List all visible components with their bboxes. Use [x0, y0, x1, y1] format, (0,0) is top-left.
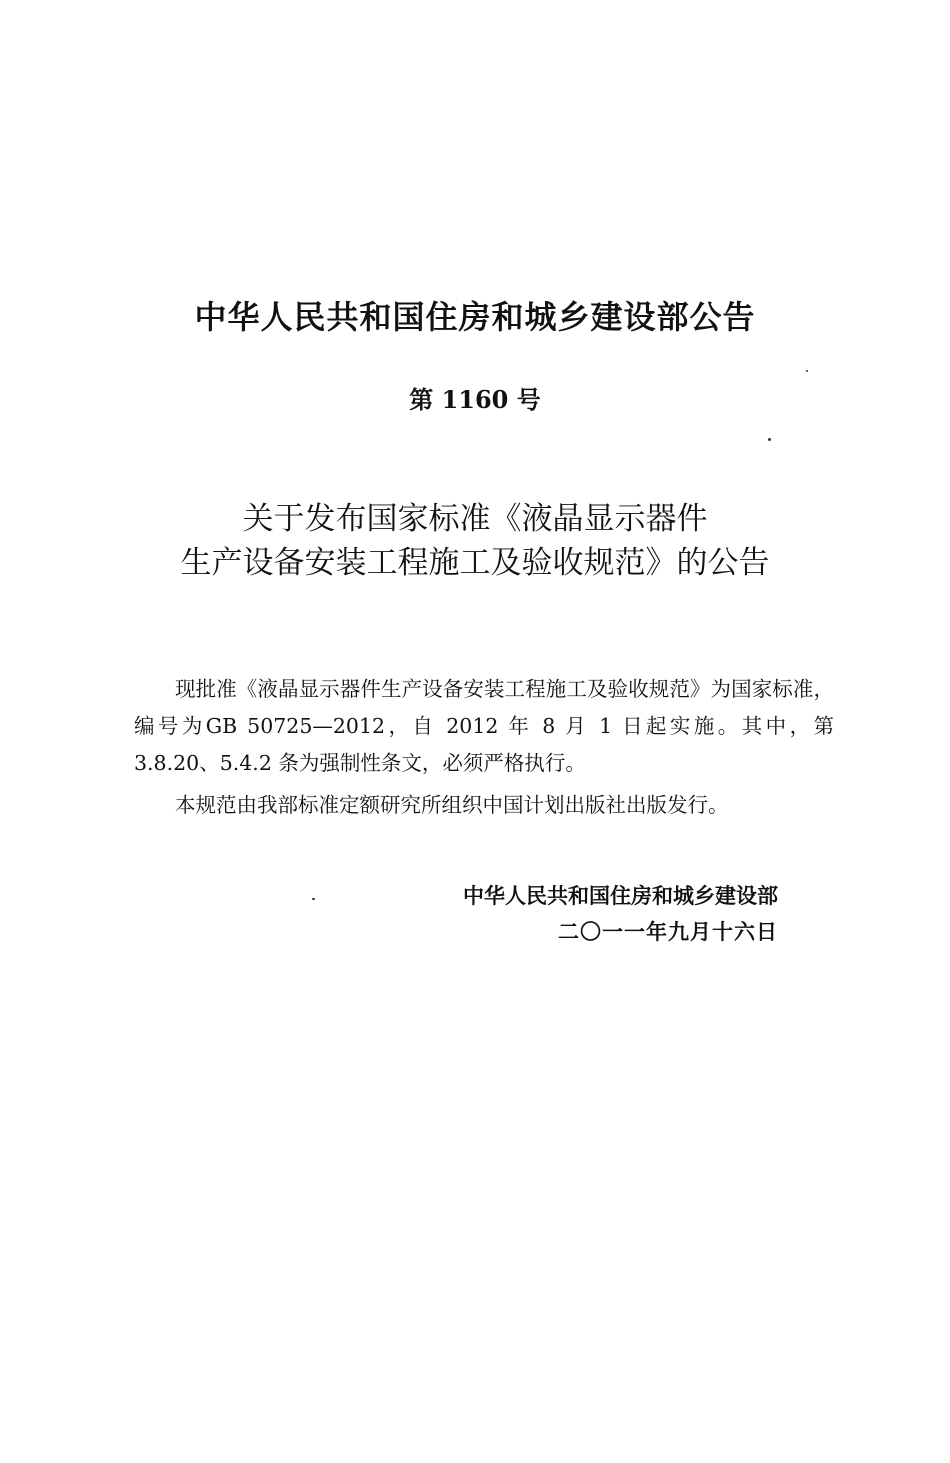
- announcement-subtitle-line-1: 关于发布国家标准《液晶显示器件: [242, 501, 708, 537]
- scan-speck: [806, 370, 808, 372]
- body-paragraph-publishing: 本规范由我部标准定额研究所组织中国计划出版社出版发行。: [175, 792, 729, 817]
- scan-speck: [312, 898, 315, 900]
- issuer-signature: 中华人民共和国住房和城乡建设部: [463, 884, 778, 908]
- announcement-title: 中华人民共和国住房和城乡建设部公告: [194, 298, 756, 336]
- scan-speck: [768, 438, 771, 441]
- body-paragraph-approval: 现批准《液晶显示器件生产设备安装工程施工及验收规范》为国家标准，编号为GB 50725—2012，自 2012 年 8 月 1 日起实施。其中，第 3.8.20、5.4.2 条为强制性条文，必须严格执行。: [134, 676, 834, 775]
- announcement-number: 第 1160 号: [409, 385, 541, 414]
- issue-date: 二〇一一年九月十六日: [558, 920, 778, 944]
- announcement-subtitle-line-2: 生产设备安装工程施工及验收规范》的公告: [180, 545, 770, 581]
